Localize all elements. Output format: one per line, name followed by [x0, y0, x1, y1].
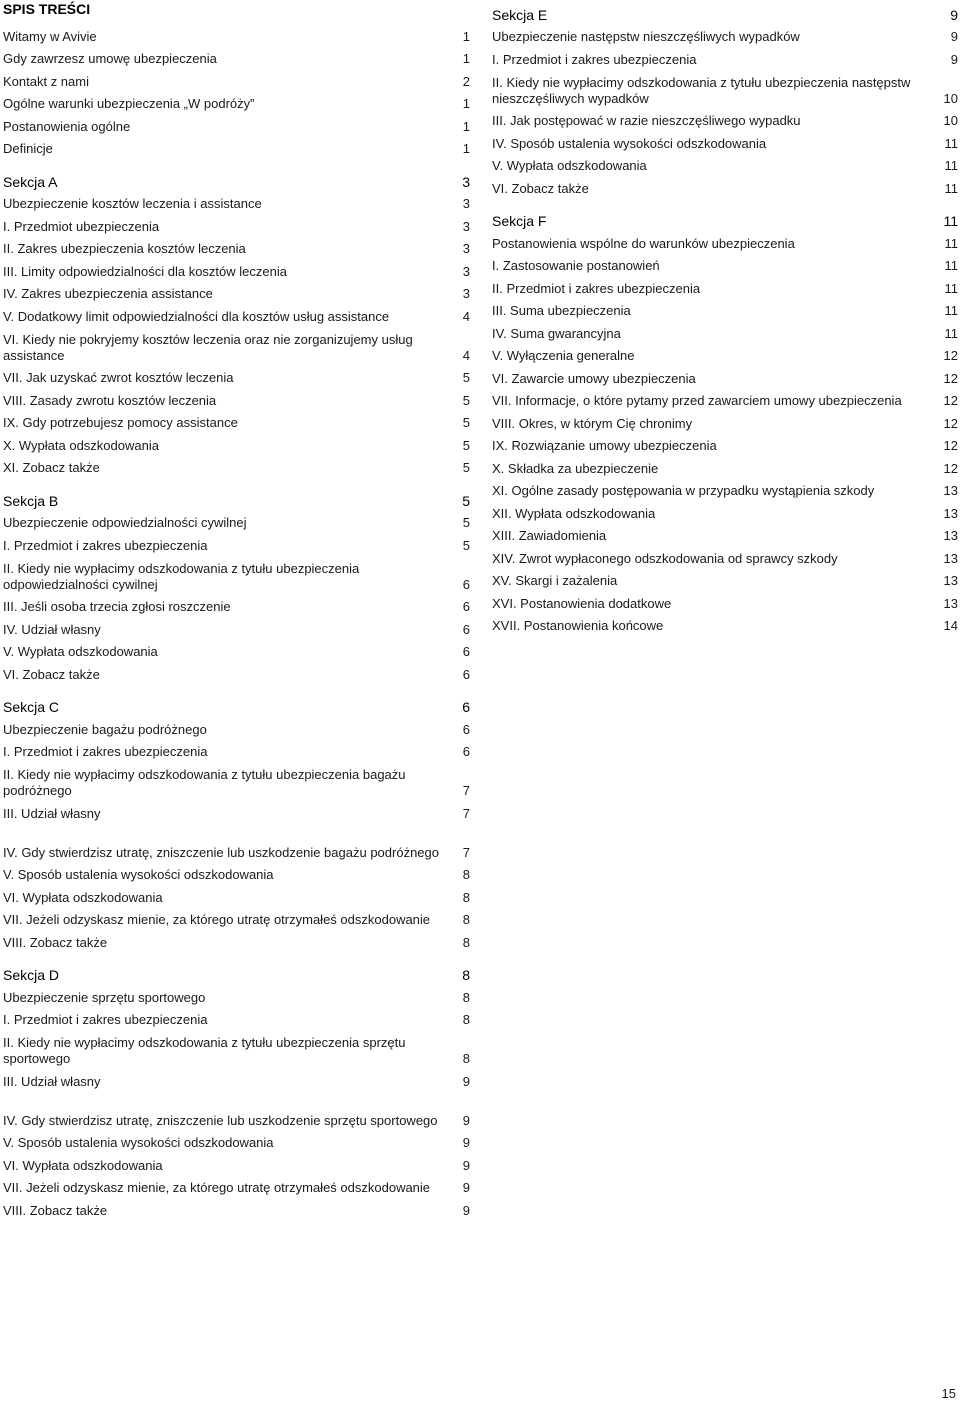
- toc-entry[interactable]: [492, 23, 958, 46]
- toc-entry-label: II. Kiedy nie wypłacimy odszkodowania z tytułu ubezpieczenia odpowiedzialności cywilnej: [3, 560, 360, 592]
- toc-entry-label: VIII. Okres, w którym Cię chronimy: [492, 415, 693, 431]
- toc-entry-label: Witamy w Avivie: [3, 28, 97, 44]
- toc-entry-label: V. Wypłata odszkodowania: [492, 158, 647, 173]
- toc-entry-label: IX. Rozwiązanie umowy ubezpieczenia: [492, 438, 717, 453]
- toc-title: SPIS TREŚCI: [3, 1, 91, 17]
- toc-entry-label: VI. Zawarcie umowy ubezpieczenia: [492, 370, 696, 386]
- toc-entry-label: VII. Jeżeli odzyskasz mienie, za którego utratę otrzymałeś odszkodowanie: [3, 1180, 431, 1195]
- toc-entry-label: Ubezpieczenie odpowiedzialności cywilnej: [3, 515, 247, 530]
- toc-page-number: 6: [462, 621, 470, 637]
- toc-entry[interactable]: [492, 364, 958, 387]
- toc-entry[interactable]: [3, 135, 470, 158]
- toc-entry-label: IV. Suma gwarancyjna: [492, 325, 621, 341]
- toc-entry[interactable]: [492, 409, 958, 432]
- toc-page-number: 9: [462, 1180, 470, 1195]
- toc-section-heading[interactable]: [3, 961, 470, 984]
- toc-page-number: 8: [462, 912, 470, 927]
- toc-section-heading-label: Sekcja F: [492, 213, 547, 229]
- toc-page-number: 6: [462, 744, 470, 759]
- toc-page-number: 11: [944, 158, 958, 173]
- toc-entry[interactable]: [3, 822, 470, 861]
- toc-entry[interactable]: [3, 45, 470, 68]
- toc-entry-label: VI. Zobacz także: [492, 180, 589, 196]
- toc-page-number: 11: [944, 258, 958, 273]
- toc-page-number: 6: [462, 599, 470, 614]
- toc-entry[interactable]: [3, 554, 470, 593]
- toc-page-number: 13: [943, 550, 958, 566]
- toc-page-number: 12: [943, 370, 958, 386]
- toc-entry[interactable]: [3, 386, 470, 409]
- toc-page-number: 9: [462, 1073, 470, 1089]
- toc-page-number: 10: [943, 90, 958, 106]
- toc-entry[interactable]: [492, 612, 958, 635]
- toc-entry[interactable]: [3, 738, 470, 761]
- toc-entry-label: Definicje: [3, 141, 53, 156]
- toc-entry-label: V. Sposób ustalenia wysokości odszkodowania: [3, 867, 274, 882]
- toc-entry[interactable]: [492, 107, 958, 130]
- toc-page-number: 8: [462, 867, 470, 882]
- toc-entry-label: II. Kiedy nie wypłacimy odszkodowania z tytułu ubezpieczenia sprzętu sportowego: [3, 1035, 406, 1066]
- toc-page-number: 3: [462, 263, 470, 279]
- toc-section-heading[interactable]: [492, 0, 958, 23]
- toc-entry-label: III. Jak postępować w razie nieszczęśliwego wypadku: [492, 113, 801, 128]
- toc-page-number: 10: [943, 113, 958, 128]
- toc-entry[interactable]: [3, 1090, 470, 1129]
- toc-page-number: 3: [462, 196, 470, 211]
- toc-section: [3, 486, 470, 683]
- toc-entry[interactable]: [492, 567, 958, 590]
- toc-entry[interactable]: [3, 983, 470, 1006]
- toc-entry-label: V. Sposób ustalenia wysokości odszkodowania: [3, 1135, 274, 1150]
- toc-entry[interactable]: [492, 342, 958, 365]
- toc-entry-label: Kontakt z nami: [3, 73, 89, 89]
- toc-page-number: 5: [462, 415, 470, 430]
- toc-section-heading-label: Sekcja A: [3, 173, 58, 190]
- toc-entry-label: XII. Wypłata odszkodowania: [492, 505, 656, 521]
- toc-page-number: 9: [950, 51, 958, 67]
- toc-entry-label: II. Przedmiot i zakres ubezpieczenia: [492, 280, 701, 296]
- toc-entry[interactable]: [3, 638, 470, 661]
- toc-section: [492, 0, 958, 197]
- toc-entry[interactable]: [492, 387, 958, 410]
- page-number: 15: [941, 1386, 956, 1401]
- toc-entry-label: Postanowienia wspólne do warunków ubezpieczenia: [492, 235, 795, 251]
- toc-entry[interactable]: [3, 364, 470, 387]
- toc-entry[interactable]: [492, 589, 958, 612]
- toc-right-column: [492, 0, 958, 634]
- toc-page-number: 11: [944, 180, 958, 196]
- toc-page-number: 9: [462, 1112, 470, 1128]
- toc-entry-label: Ubezpieczenie następstw nieszczęśliwych wypadków: [492, 29, 800, 44]
- toc-entry-label: X. Wypłata odszkodowania: [3, 437, 159, 453]
- toc-section: [3, 961, 470, 1219]
- toc-section: [3, 693, 470, 951]
- toc-page-number: 9: [950, 6, 958, 23]
- toc-entry[interactable]: [492, 477, 958, 500]
- toc-entry-label: IV. Sposób ustalenia wysokości odszkodowania: [492, 135, 767, 151]
- toc-entry[interactable]: [3, 190, 470, 213]
- toc-page-number: 7: [462, 783, 470, 798]
- toc-entry-label: I. Przedmiot i zakres ubezpieczenia: [3, 1012, 208, 1027]
- toc-section-heading-label: Sekcja B: [3, 492, 59, 509]
- toc-page-number: 13: [943, 483, 958, 498]
- toc-page-number: 6: [462, 576, 470, 592]
- toc-section-heading[interactable]: [3, 486, 470, 509]
- toc-entry[interactable]: [492, 297, 958, 320]
- toc-entry-label: IX. Gdy potrzebujesz pomocy assistance: [3, 415, 238, 430]
- toc-entry[interactable]: [3, 861, 470, 884]
- toc-left-column: [3, 0, 470, 1219]
- toc-page-number: 5: [462, 537, 470, 553]
- toc-page-number: 8: [462, 889, 470, 905]
- toc-entry[interactable]: [3, 112, 470, 135]
- toc-entry[interactable]: [3, 509, 470, 532]
- toc-section-heading-label: Sekcja D: [3, 967, 60, 983]
- toc-page-number: 3: [462, 218, 470, 234]
- toc-entry-label: I. Przedmiot i zakres ubezpieczenia: [492, 51, 697, 67]
- toc-page-number: 11: [944, 235, 958, 251]
- toc-page-number: 7: [462, 844, 470, 860]
- toc-page-number: 4: [462, 308, 470, 324]
- toc-entry[interactable]: [492, 229, 958, 252]
- toc-page-number: 3: [462, 286, 470, 301]
- toc-page-number: 11: [943, 213, 958, 229]
- toc-page-number: 12: [943, 393, 958, 408]
- toc-section-heading[interactable]: [3, 167, 470, 190]
- toc-section-heading[interactable]: [3, 693, 470, 716]
- toc-entry[interactable]: [492, 544, 958, 567]
- toc-entry[interactable]: [3, 325, 470, 364]
- toc-entry[interactable]: [492, 68, 958, 107]
- toc-entry-label: IV. Zakres ubezpieczenia assistance: [3, 286, 213, 301]
- toc-page-number: 11: [944, 303, 958, 318]
- toc-section-heading-label: Sekcja C: [3, 699, 60, 715]
- toc-entry-label: XVI. Postanowienia dodatkowe: [492, 595, 672, 611]
- toc-entry[interactable]: [3, 760, 470, 799]
- toc-entry-label: VIII. Zasady zwrotu kosztów leczenia: [3, 392, 217, 408]
- toc-entry-label: XV. Skargi i zażalenia: [492, 573, 618, 588]
- toc-page-number: 5: [462, 492, 470, 509]
- toc-page-number: 5: [462, 515, 470, 530]
- toc-entry[interactable]: [3, 280, 470, 303]
- toc-entry-label: VII. Informacje, o które pytamy przed zawarciem umowy ubezpieczenia: [492, 393, 902, 408]
- toc-entry-label: IV. Udział własny: [3, 621, 101, 637]
- toc-entry[interactable]: [3, 90, 470, 113]
- toc-entry[interactable]: [492, 274, 958, 297]
- toc-page-number: 5: [462, 460, 470, 475]
- toc-page-number: 8: [462, 1012, 470, 1027]
- toc-section: [492, 207, 958, 635]
- toc-page-number: 3: [462, 241, 470, 256]
- toc-entry-label: I. Przedmiot i zakres ubezpieczenia: [3, 537, 208, 553]
- toc-entry-label: III. Udział własny: [3, 1073, 101, 1089]
- toc-page-number: 8: [462, 934, 470, 950]
- toc-entry-label: VII. Jeżeli odzyskasz mienie, za którego utratę otrzymałeś odszkodowanie: [3, 912, 431, 927]
- toc-section-heading[interactable]: [492, 207, 958, 230]
- toc-entry-label: I. Przedmiot ubezpieczenia: [3, 218, 160, 234]
- toc-entry-label: XIII. Zawiadomienia: [492, 528, 607, 543]
- toc-entry[interactable]: [3, 1151, 470, 1174]
- toc-page-number: 12: [943, 460, 958, 476]
- toc-entry-label: I. Zastosowanie postanowień: [492, 258, 660, 273]
- toc-page-number: 11: [944, 135, 958, 151]
- toc-page-number: 6: [462, 666, 470, 682]
- toc-entry[interactable]: [492, 152, 958, 175]
- toc-entry[interactable]: [3, 1006, 470, 1029]
- toc-entry[interactable]: [3, 883, 470, 906]
- toc-entry[interactable]: [3, 593, 470, 616]
- toc-page-number: 13: [943, 573, 958, 588]
- toc-entry[interactable]: [3, 212, 470, 235]
- toc-entry[interactable]: [492, 454, 958, 477]
- toc-entry[interactable]: [3, 409, 470, 432]
- toc-entry[interactable]: [3, 22, 470, 45]
- toc-page-number: 5: [462, 392, 470, 408]
- toc-page-number: 1: [462, 96, 470, 111]
- toc-entry[interactable]: [492, 522, 958, 545]
- toc-page-number: 9: [462, 1135, 470, 1150]
- toc-entry[interactable]: [3, 302, 470, 325]
- toc-entry-label: Ubezpieczenie kosztów leczenia i assistance: [3, 196, 262, 211]
- toc-entry-label: II. Kiedy nie wypłacimy odszkodowania z tytułu ubezpieczenia bagażu podróżnego: [3, 767, 406, 798]
- toc-entry[interactable]: [492, 174, 958, 197]
- toc-page-number: 8: [462, 989, 470, 1005]
- toc-page-number: 12: [943, 438, 958, 453]
- toc-page-number: 14: [943, 618, 958, 633]
- toc-entry[interactable]: [3, 235, 470, 258]
- toc-page-number: 11: [944, 280, 958, 296]
- toc-entry-label: V. Dodatkowy limit odpowiedzialności dla kosztów usług assistance: [3, 308, 390, 324]
- toc-entry-label: III. Jeśli osoba trzecia zgłosi roszczenie: [3, 599, 231, 614]
- toc-entry[interactable]: [3, 615, 470, 638]
- toc-entry-label: XI. Ogólne zasady postępowania w przypadku wystąpienia szkody: [492, 483, 875, 498]
- toc-entry[interactable]: [492, 432, 958, 455]
- toc-entry-label: XVII. Postanowienia końcowe: [492, 618, 664, 633]
- toc-page-number: 1: [462, 141, 470, 156]
- toc-page-number: 13: [943, 505, 958, 521]
- toc-entry[interactable]: [3, 454, 470, 477]
- toc-entry[interactable]: [492, 499, 958, 522]
- toc-entry[interactable]: [3, 1129, 470, 1152]
- toc-page-number: 12: [943, 348, 958, 363]
- toc-section: [3, 22, 470, 157]
- toc-page-number: 6: [462, 721, 470, 737]
- toc-entry[interactable]: [3, 1174, 470, 1197]
- toc-entry-label: Ogólne warunki ubezpieczenia „W podróży”: [3, 96, 255, 111]
- toc-entry[interactable]: [3, 531, 470, 554]
- toc-entry[interactable]: [3, 1067, 470, 1090]
- toc-entry-label: VI. Kiedy nie pokryjemy kosztów leczenia oraz nie zorganizujemy usług assistance: [3, 331, 413, 363]
- toc-page-number: 6: [462, 699, 470, 715]
- toc-entry-label: IV. Gdy stwierdzisz utratę, zniszczenie lub uszkodzenie bagażu podróżnego: [3, 844, 439, 860]
- toc-page-number: 5: [462, 370, 470, 385]
- toc-entry-label: III. Limity odpowiedzialności dla kosztów leczenia: [3, 263, 287, 279]
- toc-entry-label: VI. Wypłata odszkodowania: [3, 1157, 163, 1173]
- toc-entry-label: IV. Gdy stwierdzisz utratę, zniszczenie lub uszkodzenie sprzętu sportowego: [3, 1112, 438, 1128]
- toc-section-heading-label: Sekcja E: [492, 6, 548, 23]
- toc-entry-label: XI. Zobacz także: [3, 460, 100, 475]
- toc-entry-label: XIV. Zwrot wypłaconego odszkodowania od sprawcy szkody: [492, 550, 838, 566]
- toc-page-number: 8: [462, 967, 470, 983]
- toc-page-number: 5: [462, 437, 470, 453]
- toc-entry[interactable]: [3, 67, 470, 90]
- toc-page-number: 3: [462, 173, 470, 190]
- toc-entry[interactable]: [3, 257, 470, 280]
- toc-entry-label: X. Składka za ubezpieczenie: [492, 460, 659, 476]
- toc-page-number: 9: [462, 1157, 470, 1173]
- toc-entry-label: V. Wypłata odszkodowania: [3, 644, 158, 659]
- toc-page-number: 1: [462, 51, 470, 66]
- toc-entry[interactable]: [3, 928, 470, 951]
- toc-page-number: 2: [462, 73, 470, 89]
- toc-entry-label: VIII. Zobacz także: [3, 1202, 108, 1218]
- toc-page-number: 11: [944, 325, 958, 341]
- toc-entry-label: Postanowienia ogólne: [3, 118, 131, 134]
- toc-entry[interactable]: [3, 660, 470, 683]
- toc-entry-label: Ubezpieczenie bagażu podróżnego: [3, 721, 207, 737]
- toc-entry[interactable]: [492, 45, 958, 68]
- toc-entry-label: II. Zakres ubezpieczenia kosztów leczenia: [3, 241, 246, 256]
- toc-entry[interactable]: [492, 319, 958, 342]
- toc-entry[interactable]: [492, 252, 958, 275]
- toc-page-number: 1: [462, 28, 470, 44]
- toc-entry[interactable]: [3, 1196, 470, 1219]
- toc-entry-label: VI. Wypłata odszkodowania: [3, 889, 163, 905]
- toc-entry-label: VIII. Zobacz także: [3, 934, 108, 950]
- toc-entry-label: III. Suma ubezpieczenia: [492, 303, 631, 318]
- toc-entry-label: III. Udział własny: [3, 805, 101, 821]
- toc-entry-label: I. Przedmiot i zakres ubezpieczenia: [3, 744, 208, 759]
- toc-page-number: 12: [943, 415, 958, 431]
- toc-page-number: 1: [462, 118, 470, 134]
- toc-page-number: 6: [462, 644, 470, 659]
- toc-entry-label: V. Wyłączenia generalne: [492, 348, 635, 363]
- toc-page-number: 9: [950, 29, 958, 44]
- toc-entry-label: VI. Zobacz także: [3, 666, 100, 682]
- toc-entry[interactable]: [492, 129, 958, 152]
- toc-entry[interactable]: [3, 715, 470, 738]
- toc-page-number: 13: [943, 528, 958, 543]
- toc-entry-label: VII. Jak uzyskać zwrot kosztów leczenia: [3, 370, 234, 385]
- toc-entry-label: II. Kiedy nie wypłacimy odszkodowania z tytułu ubezpieczenia następstw nieszczęśliwych wypadków: [492, 74, 911, 106]
- toc-section: [3, 167, 470, 476]
- toc-page-number: 13: [943, 595, 958, 611]
- toc-page-number: 4: [462, 347, 470, 363]
- toc-entry[interactable]: [3, 906, 470, 929]
- toc-entry-label: Gdy zawrzesz umowę ubezpieczenia: [3, 51, 217, 66]
- toc-page-number: 7: [462, 805, 470, 821]
- toc-page-number: 9: [462, 1202, 470, 1218]
- toc-entry[interactable]: [3, 431, 470, 454]
- toc-entry[interactable]: [3, 1028, 470, 1067]
- toc-page-number: 8: [462, 1051, 470, 1066]
- toc-entry[interactable]: [3, 799, 470, 822]
- toc-entry-label: Ubezpieczenie sprzętu sportowego: [3, 989, 206, 1005]
